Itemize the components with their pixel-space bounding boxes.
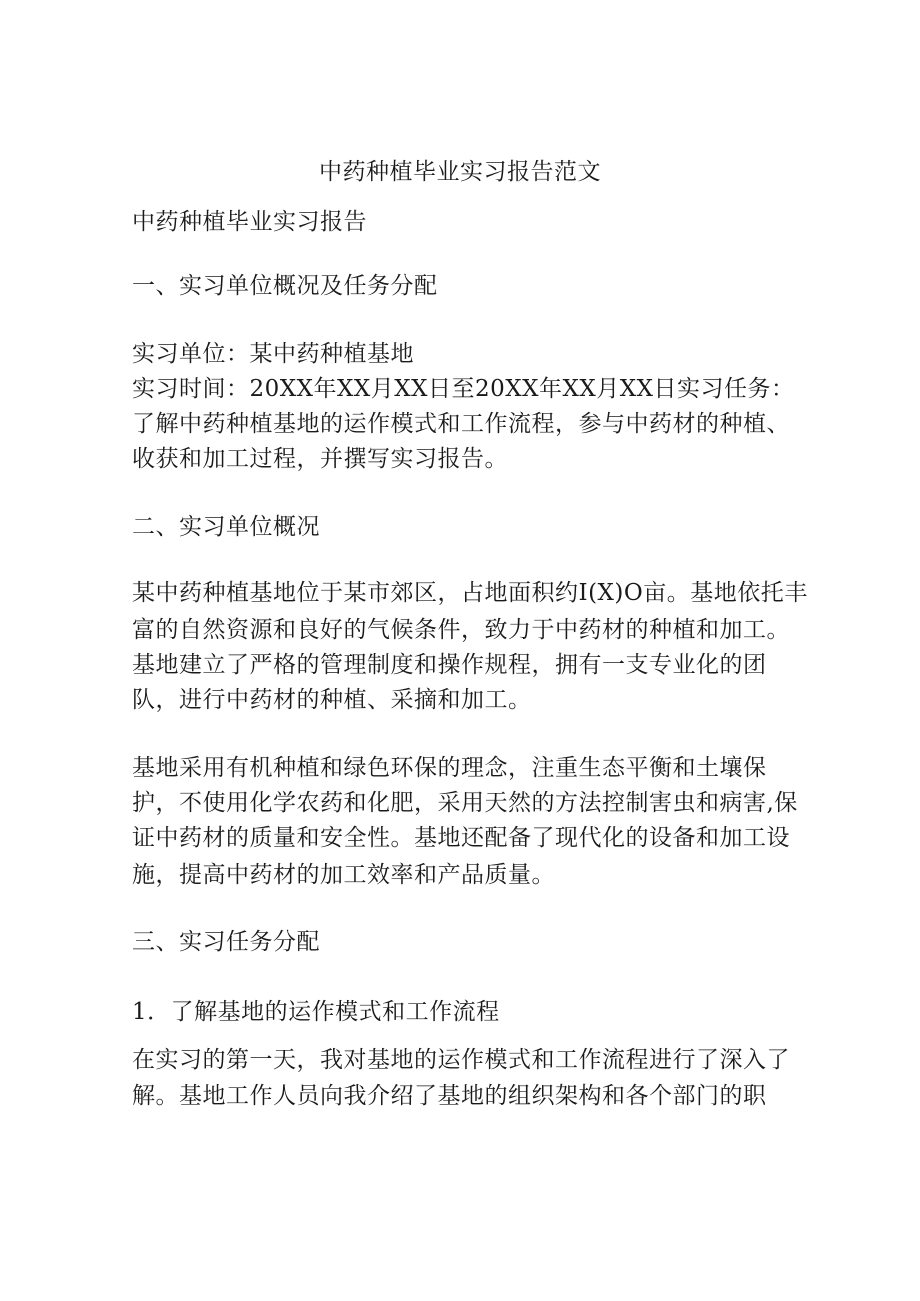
paragraph-line: 富的自然资源和良好的气候条件，致力于中药材的种植和加工。 [132, 617, 790, 643]
document-title: 中药种植毕业实习报告范文 [319, 159, 601, 185]
paragraph-line: 证中药材的质量和安全性。基地还配备了现代化的设备和加工设 [132, 825, 790, 851]
unit-line: 实习单位：某中药种植基地 [132, 341, 414, 367]
item-heading-1: 1．了解基地的运作模式和工作流程 [132, 999, 500, 1025]
paragraph-line: 基地建立了严格的管理制度和操作规程，拥有一支专业化的团 [132, 652, 767, 678]
report-subtitle: 中药种植毕业实习报告 [132, 209, 367, 235]
paragraph-line: 某中药种植基地位于某市郊区，占地面积约I(X)O亩。基地依托丰 [132, 580, 808, 606]
paragraph-line: 施，提高中药材的加工效率和产品质量。 [132, 862, 555, 888]
task-line: 了解中药种植基地的运作模式和工作流程，参与中药材的种植、 [132, 411, 790, 437]
paragraph-line: 队，进行中药材的种植、采摘和加工。 [132, 687, 532, 713]
section-heading-2: 二、实习单位概况 [132, 514, 320, 540]
section-heading-1: 一、实习单位概况及任务分配 [132, 273, 438, 299]
time-line: 实习时间：20XX年XX月XX日至20XX年XX月XX日实习任务： [132, 376, 795, 402]
paragraph-line: 基地采用有机种植和绿色环保的理念，注重生态平衡和土壤保 [132, 755, 767, 781]
task-line: 收获和加工过程，并撰写实习报告。 [132, 446, 508, 472]
paragraph-line: 解。基地工作人员向我介绍了基地的组织架构和各个部门的职 [132, 1083, 767, 1109]
paragraph-line: 在实习的第一天，我对基地的运作模式和工作流程进行了深入了 [132, 1047, 790, 1073]
section-heading-3: 三、实习任务分配 [132, 929, 320, 955]
paragraph-line: 护，不使用化学农药和化肥，采用天然的方法控制害虫和病害,保 [132, 790, 798, 816]
